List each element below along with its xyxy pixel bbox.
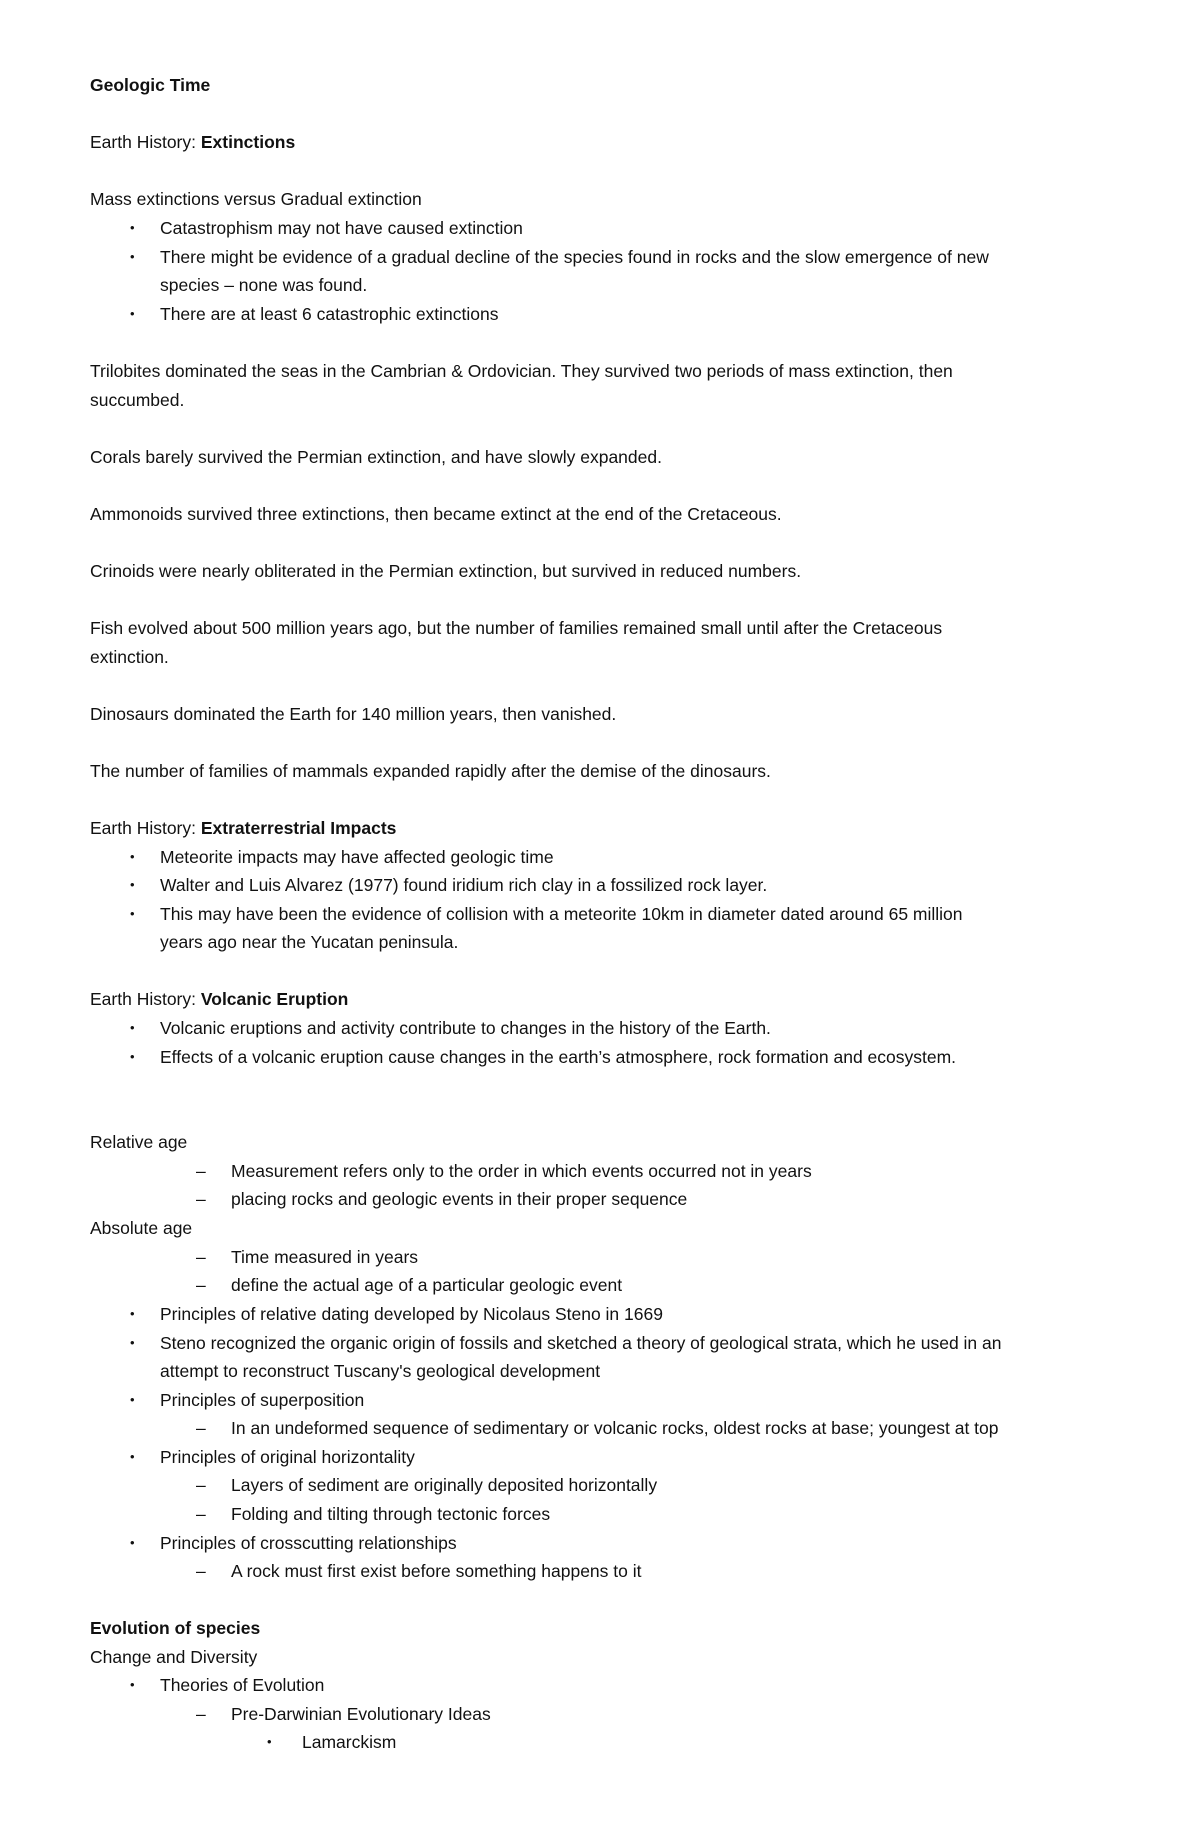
bullet-icon: • [130,906,135,921]
list-item-continuation: species – none was found. [160,275,368,295]
list-item: Theories of Evolution [160,1675,325,1695]
bullet-icon: • [267,1734,272,1749]
list-item: Meteorite impacts may have affected geologic time [160,847,554,867]
paragraph-trilobites: Trilobites dominated the seas in the Cambrian & Ordovician. They survived two periods of mass extinction, then [90,361,953,381]
list-item: Walter and Luis Alvarez (1977) found iridium rich clay in a fossilized rock layer. [160,875,768,895]
list-item: Principles of crosscutting relationships [160,1533,457,1553]
dash-icon: – [196,1418,206,1438]
bullet-icon: • [130,220,135,235]
list-item: Time measured in years [231,1247,419,1267]
dash-icon: – [196,1504,206,1524]
paragraph-mammals: The number of families of mammals expanded rapidly after the demise of the dinosaurs. [90,761,771,781]
list-item: Steno recognized the organic origin of fossils and sketched a theory of geological strata, which he used in an [160,1333,1002,1353]
list-item: Layers of sediment are originally deposited horizontally [231,1475,658,1495]
list-item: placing rocks and geologic events in their proper sequence [231,1189,688,1209]
dash-icon: – [196,1704,206,1724]
paragraph-fish: Fish evolved about 500 million years ago, but the number of families remained small until after the Cretaceous [90,618,943,638]
bullet-icon: • [130,1677,135,1692]
list-item-continuation: years ago near the Yucatan peninsula. [160,932,459,952]
list-item: This may have been the evidence of collision with a meteorite 10km in diameter dated around 65 million [160,904,963,924]
section-heading-impacts: Earth History: Extraterrestrial Impacts [90,818,397,838]
paragraph-trilobites-continuation: succumbed. [90,390,185,410]
bullet-icon: • [130,1449,135,1464]
bullet-icon: • [130,1306,135,1321]
list-item: Folding and tilting through tectonic forces [231,1504,551,1524]
bullet-icon: • [130,849,135,864]
bullet-icon: • [130,249,135,264]
bullet-icon: • [130,1335,135,1350]
section-heading-volcanic: Earth History: Volcanic Eruption [90,989,349,1009]
list-item: Principles of superposition [160,1390,365,1410]
list-item: Effects of a volcanic eruption cause changes in the earth’s atmosphere, rock formation and ecosystem. [160,1047,957,1067]
bullet-icon: • [130,1535,135,1550]
section-heading-extinctions: Earth History: Extinctions [90,132,296,152]
list-item: There might be evidence of a gradual decline of the species found in rocks and the slow emergence of new [160,247,989,267]
list-item: Volcanic eruptions and activity contribute to changes in the history of the Earth. [160,1018,771,1038]
subheading-mass-vs-gradual: Mass extinctions versus Gradual extinction [90,189,422,209]
list-item: Lamarckism [302,1732,397,1752]
list-item: Principles of relative dating developed by Nicolaus Steno in 1669 [160,1304,663,1324]
list-item: There are at least 6 catastrophic extinctions [160,304,499,324]
dash-icon: – [196,1189,206,1209]
paragraph-corals: Corals barely survived the Permian extinction, and have slowly expanded. [90,447,662,467]
absolute-age-label: Absolute age [90,1218,193,1238]
paragraph-ammonoids: Ammonoids survived three extinctions, then became extinct at the end of the Cretaceous. [90,504,782,524]
list-item: Pre-Darwinian Evolutionary Ideas [231,1704,491,1724]
bullet-icon: • [130,1049,135,1064]
section-heading-evolution: Evolution of species [90,1618,261,1638]
dash-icon: – [196,1161,206,1181]
list-item: define the actual age of a particular geologic event [231,1275,623,1295]
paragraph-crinoids: Crinoids were nearly obliterated in the Permian extinction, but survived in reduced numbers. [90,561,802,581]
page-title: Geologic Time [90,75,211,95]
list-item: Principles of original horizontality [160,1447,415,1467]
bullet-icon: • [130,877,135,892]
list-item: Measurement refers only to the order in which events occurred not in years [231,1161,812,1181]
list-item-continuation: attempt to reconstruct Tuscany's geological development [160,1361,601,1381]
dash-icon: – [196,1247,206,1267]
relative-age-label: Relative age [90,1132,188,1152]
paragraph-fish-continuation: extinction. [90,647,169,667]
paragraph-dinosaurs: Dinosaurs dominated the Earth for 140 million years, then vanished. [90,704,617,724]
bullet-icon: • [130,1020,135,1035]
list-item: A rock must first exist before something happens to it [231,1561,642,1581]
subheading-change-diversity: Change and Diversity [90,1647,258,1667]
dash-icon: – [196,1275,206,1295]
list-item: In an undeformed sequence of sedimentary or volcanic rocks, oldest rocks at base; youngest at top [231,1418,999,1438]
bullet-icon: • [130,1392,135,1407]
list-item: Catastrophism may not have caused extinction [160,218,523,238]
dash-icon: – [196,1561,206,1581]
bullet-icon: • [130,306,135,321]
dash-icon: – [196,1475,206,1495]
